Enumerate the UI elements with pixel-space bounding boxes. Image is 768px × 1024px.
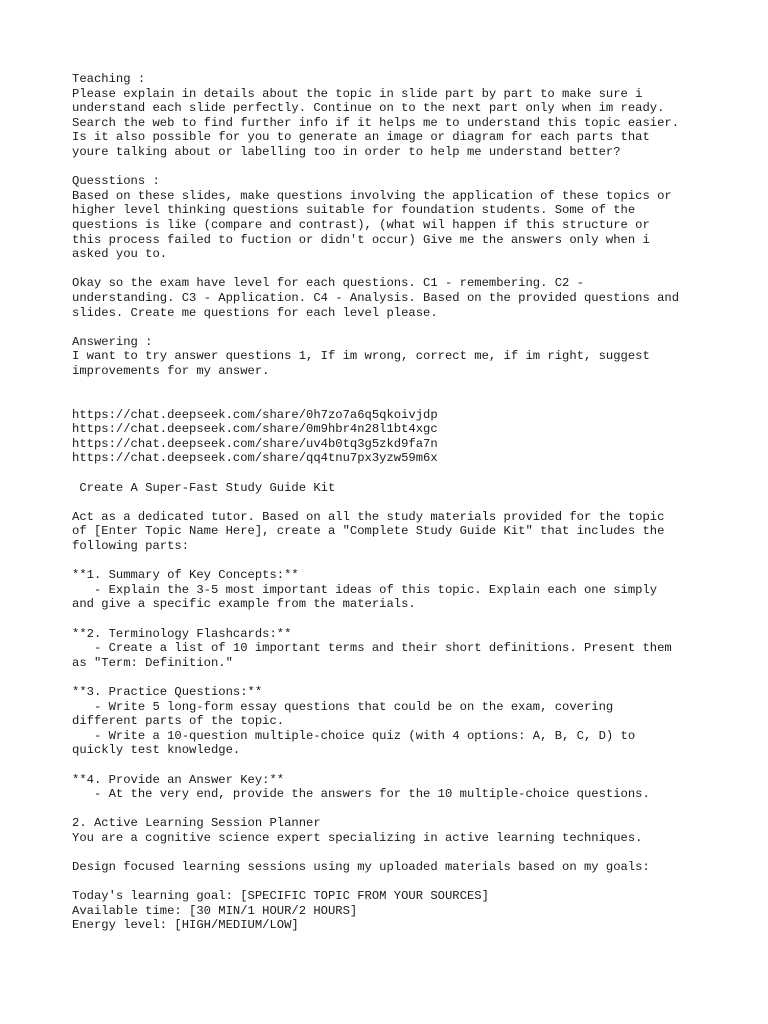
text-line: Search the web to find further info if it helps me to understand this topic easier. [72, 115, 680, 130]
blank-line [72, 845, 732, 860]
blank-line [72, 495, 732, 510]
text-line: and give a specific example from the materials. [72, 597, 416, 612]
text-line: **4. Provide an Answer Key:** [72, 772, 285, 787]
text-line: Act as a dedicated tutor. Based on all the study materials provided for the topic [72, 509, 665, 524]
text-line: https://chat.deepseek.com/share/uv4b0tq3g5zkd9fa7n [72, 436, 438, 451]
text-line: understanding. C3 - Application. C4 - Analysis. Based on the provided questions and [72, 290, 680, 305]
text-line: - Explain the 3-5 most important ideas of this topic. Explain each one simply [72, 582, 658, 597]
text-line: youre talking about or labelling too in order to help me understand better? [72, 144, 621, 159]
blank-line [72, 262, 732, 277]
text-line: https://chat.deepseek.com/share/0h7zo7a6q5qkoivjdp [72, 407, 438, 422]
text-line: I want to try answer questions 1, If im wrong, correct me, if im right, suggest [72, 349, 650, 364]
text-line: Quesstions : [72, 174, 160, 189]
document-body [72, 72, 732, 933]
text-line: **2. Terminology Flashcards:** [72, 626, 292, 641]
text-line: Is it also possible for you to generate an image or diagram for each parts that [72, 130, 650, 145]
text-line: Based on these slides, make questions involving the application of these topics or [72, 188, 672, 203]
text-line: as "Term: Definition." [72, 655, 233, 670]
text-line: Available time: [30 MIN/1 HOUR/2 HOURS] [72, 903, 358, 918]
blank-line [72, 160, 732, 175]
text-line: understand each slide perfectly. Continue on to the next part only when im ready. [72, 101, 665, 116]
blank-line [72, 758, 732, 773]
text-line: Today's learning goal: [SPECIFIC TOPIC FROM YOUR SOURCES] [72, 889, 489, 904]
blank-line [72, 875, 732, 890]
text-line: quickly test knowledge. [72, 743, 241, 758]
blank-line [72, 802, 732, 817]
text-line: https://chat.deepseek.com/share/0m9hbr4n28l1bt4xgc [72, 422, 438, 437]
text-line: https://chat.deepseek.com/share/qq4tnu7px3yzw59m6x [72, 451, 438, 466]
text-line: Okay so the exam have level for each questions. C1 - remembering. C2 - [72, 276, 584, 291]
text-line: Design focused learning sessions using my uploaded materials based on my goals: [72, 860, 650, 875]
blank-line [72, 466, 732, 481]
text-line: Energy level: [HIGH/MEDIUM/LOW] [72, 918, 299, 933]
text-line: improvements for my answer. [72, 363, 270, 378]
text-line: **1. Summary of Key Concepts:** [72, 568, 299, 583]
blank-line [72, 320, 732, 335]
text-line: - Write 5 long-form essay questions that could be on the exam, covering [72, 699, 614, 714]
document-page [72, 72, 732, 933]
text-line: - At the very end, provide the answers for the 10 multiple-choice questions. [72, 787, 650, 802]
blank-line [72, 378, 732, 393]
blank-line [72, 554, 732, 569]
blank-line [72, 670, 732, 685]
text-line: different parts of the topic. [72, 714, 285, 729]
text-line: this process failed to fuction or didn't occur) Give me the answers only when i [72, 232, 650, 247]
text-line: Please explain in details about the topic in slide part by part to make sure i [72, 86, 643, 101]
text-line: Teaching : [72, 72, 146, 86]
blank-line [72, 612, 732, 627]
blank-line [72, 393, 732, 408]
text-line: slides. Create me questions for each level please. [72, 305, 438, 320]
text-line: higher level thinking questions suitable for foundation students. Some of the [72, 203, 636, 218]
text-line: - Write a 10-question multiple-choice quiz (with 4 options: A, B, C, D) to [72, 728, 636, 743]
text-line: Answering : [72, 334, 153, 349]
text-line: of [Enter Topic Name Here], create a "Complete Study Guide Kit" that includes the [72, 524, 665, 539]
text-line: Create A Super-Fast Study Guide Kit [72, 480, 336, 495]
text-line: following parts: [72, 539, 190, 553]
text-line: You are a cognitive science expert specializing in active learning techniques. [72, 830, 643, 845]
text-line: questions is like (compare and contrast), (what wil happen if this structure or [72, 217, 650, 232]
text-line: 2. Active Learning Session Planner [72, 816, 321, 831]
text-line: asked you to. [72, 247, 168, 262]
text-line: **3. Practice Questions:** [72, 684, 263, 699]
text-line: - Create a list of 10 important terms and their short definitions. Present them [72, 641, 672, 656]
